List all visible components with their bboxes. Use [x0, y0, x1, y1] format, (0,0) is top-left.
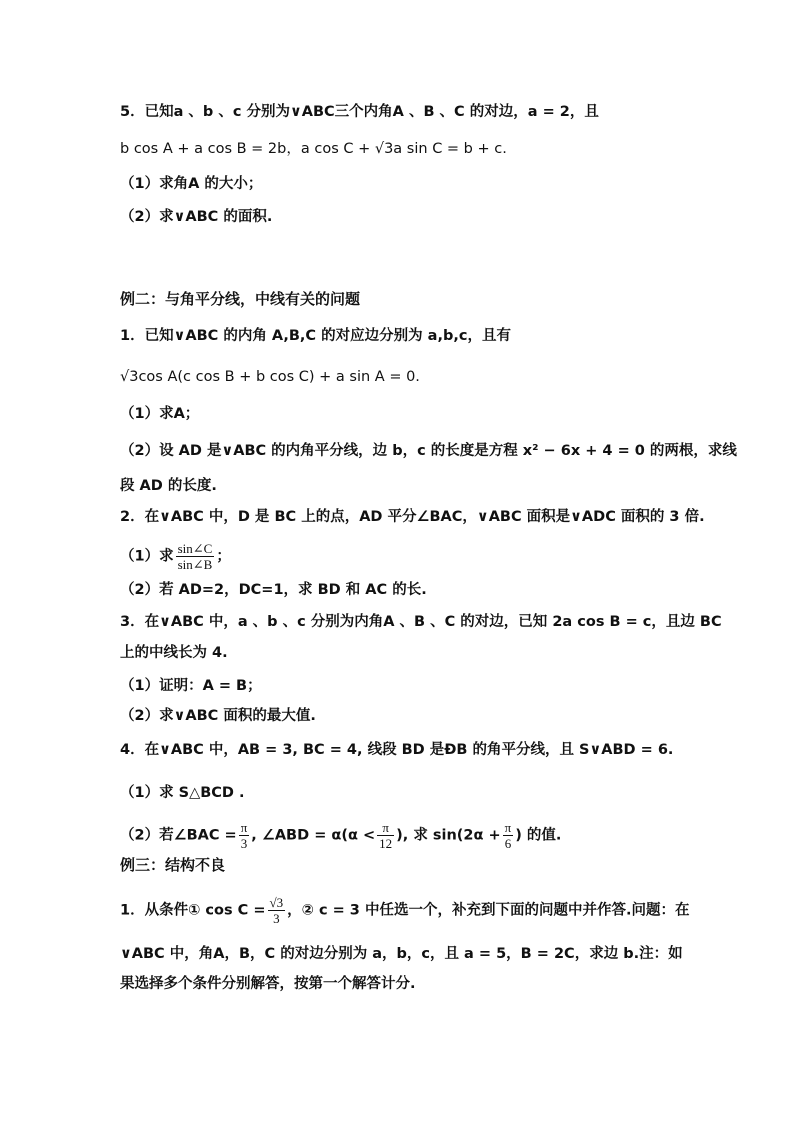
pi-over-6-fraction	[503, 820, 514, 851]
part-2-text-a: （2）若∠BAC =	[120, 827, 237, 844]
ex2-problem-3-statement: 3．在∨ABC 中，a 、b 、c 分别为内角A 、B 、C 的对边，已知 2a cos B = c，且边 BC	[120, 614, 722, 630]
ex2-problem-1-part-2-cont: 段 AD 的长度.	[120, 478, 217, 494]
part-1-suffix: ；	[216, 548, 231, 565]
ex2-problem-1-part-1: （1）求A；	[120, 406, 200, 422]
part-2-text-d: ) 的值.	[515, 827, 562, 844]
ex2-problem-2-part-2: （2）若 AD=2，DC=1，求 BD 和 AC 的长.	[120, 582, 427, 598]
ex2-problem-3-part-2: （2）求∨ABC 面积的最大值.	[120, 708, 316, 724]
problem-5-conditions: b cos A + a cos B = 2b，a cos C + √3a sin C = b + c.	[120, 141, 507, 157]
fraction-numerator: π	[504, 820, 512, 835]
fraction-denominator: 6	[504, 836, 512, 851]
sin-ratio-fraction	[176, 541, 215, 572]
fraction-numerator: π	[240, 820, 248, 835]
sqrt3-over-3-fraction	[268, 895, 286, 926]
part-1-prefix: （1）求	[120, 548, 174, 565]
ex2-problem-4-statement: 4．在∨ABC 中，AB = 3, BC = 4, 线段 BD 是ÐB 的角平分线，且 S∨ABD = 6.	[120, 742, 674, 758]
fraction-numerator: √3	[269, 895, 284, 910]
section-heading-3: 例三：结构不良	[120, 856, 226, 874]
fraction-denominator: sin∠B	[177, 557, 213, 572]
ex2-problem-2-statement: 2．在∨ABC 中，D 是 BC 上的点，AD 平分∠BAC，∨ABC 面积是∨ADC 面积的 3 倍.	[120, 509, 705, 525]
fraction-denominator: 3	[273, 911, 280, 926]
ex2-problem-1-statement: 1．已知∨ABC 的内角 A,B,C 的对应边分别为 a,b,c，且有	[120, 328, 511, 344]
condition-text-a: 1．从条件① cos C =	[120, 902, 266, 919]
ex3-problem-1-note: 果选择多个条件分别解答，按第一个解答计分.	[120, 976, 416, 992]
fraction-denominator: 3	[240, 836, 248, 851]
fraction-denominator: 12	[379, 836, 393, 851]
ex2-problem-3-part-1: （1）证明：A = B；	[120, 678, 262, 694]
section-heading-2: 例二：与角平分线，中线有关的问题	[120, 290, 361, 308]
ex2-problem-2-part-1	[120, 541, 231, 572]
ex2-problem-4-part-1: （1）求 S△BCD .	[120, 785, 245, 801]
part-2-text-b: , ∠ABD = α(α <	[251, 827, 376, 844]
part-2-text-c: ), 求 sin(2α +	[396, 827, 501, 844]
problem-5-part-1: （1）求角A 的大小；	[120, 176, 263, 192]
ex3-problem-1-question: ∨ABC 中，角A，B，C 的对边分别为 a，b，c，且 a = 5，B = 2C，求边 b.注：如	[120, 946, 683, 962]
pi-over-3-fraction	[239, 820, 250, 851]
ex2-problem-4-part-2	[120, 820, 561, 851]
ex2-problem-3-statement-cont: 上的中线长为 4.	[120, 645, 228, 661]
ex2-problem-1-equation: √3cos A(c cos B + b cos C) + a sin A = 0.	[120, 369, 420, 385]
ex2-problem-1-part-2: （2）设 AD 是∨ABC 的内角平分线，边 b，c 的长度是方程 x² − 6x + 4 = 0 的两根，求线	[120, 443, 737, 459]
fraction-numerator: π	[377, 820, 394, 836]
problem-5-statement: 5．已知a 、b 、c 分别为∨ABC三个内角A 、B 、C 的对边，a = 2，且	[120, 104, 599, 120]
condition-text-b: ，② c = 3 中任选一个，补充到下面的问题中并作答.问题：在	[287, 902, 690, 919]
fraction-numerator: sin∠C	[177, 541, 213, 556]
problem-5-part-2: （2）求∨ABC 的面积.	[120, 209, 273, 225]
ex3-problem-1-statement	[120, 895, 689, 926]
pi-over-12-fraction	[377, 820, 394, 851]
